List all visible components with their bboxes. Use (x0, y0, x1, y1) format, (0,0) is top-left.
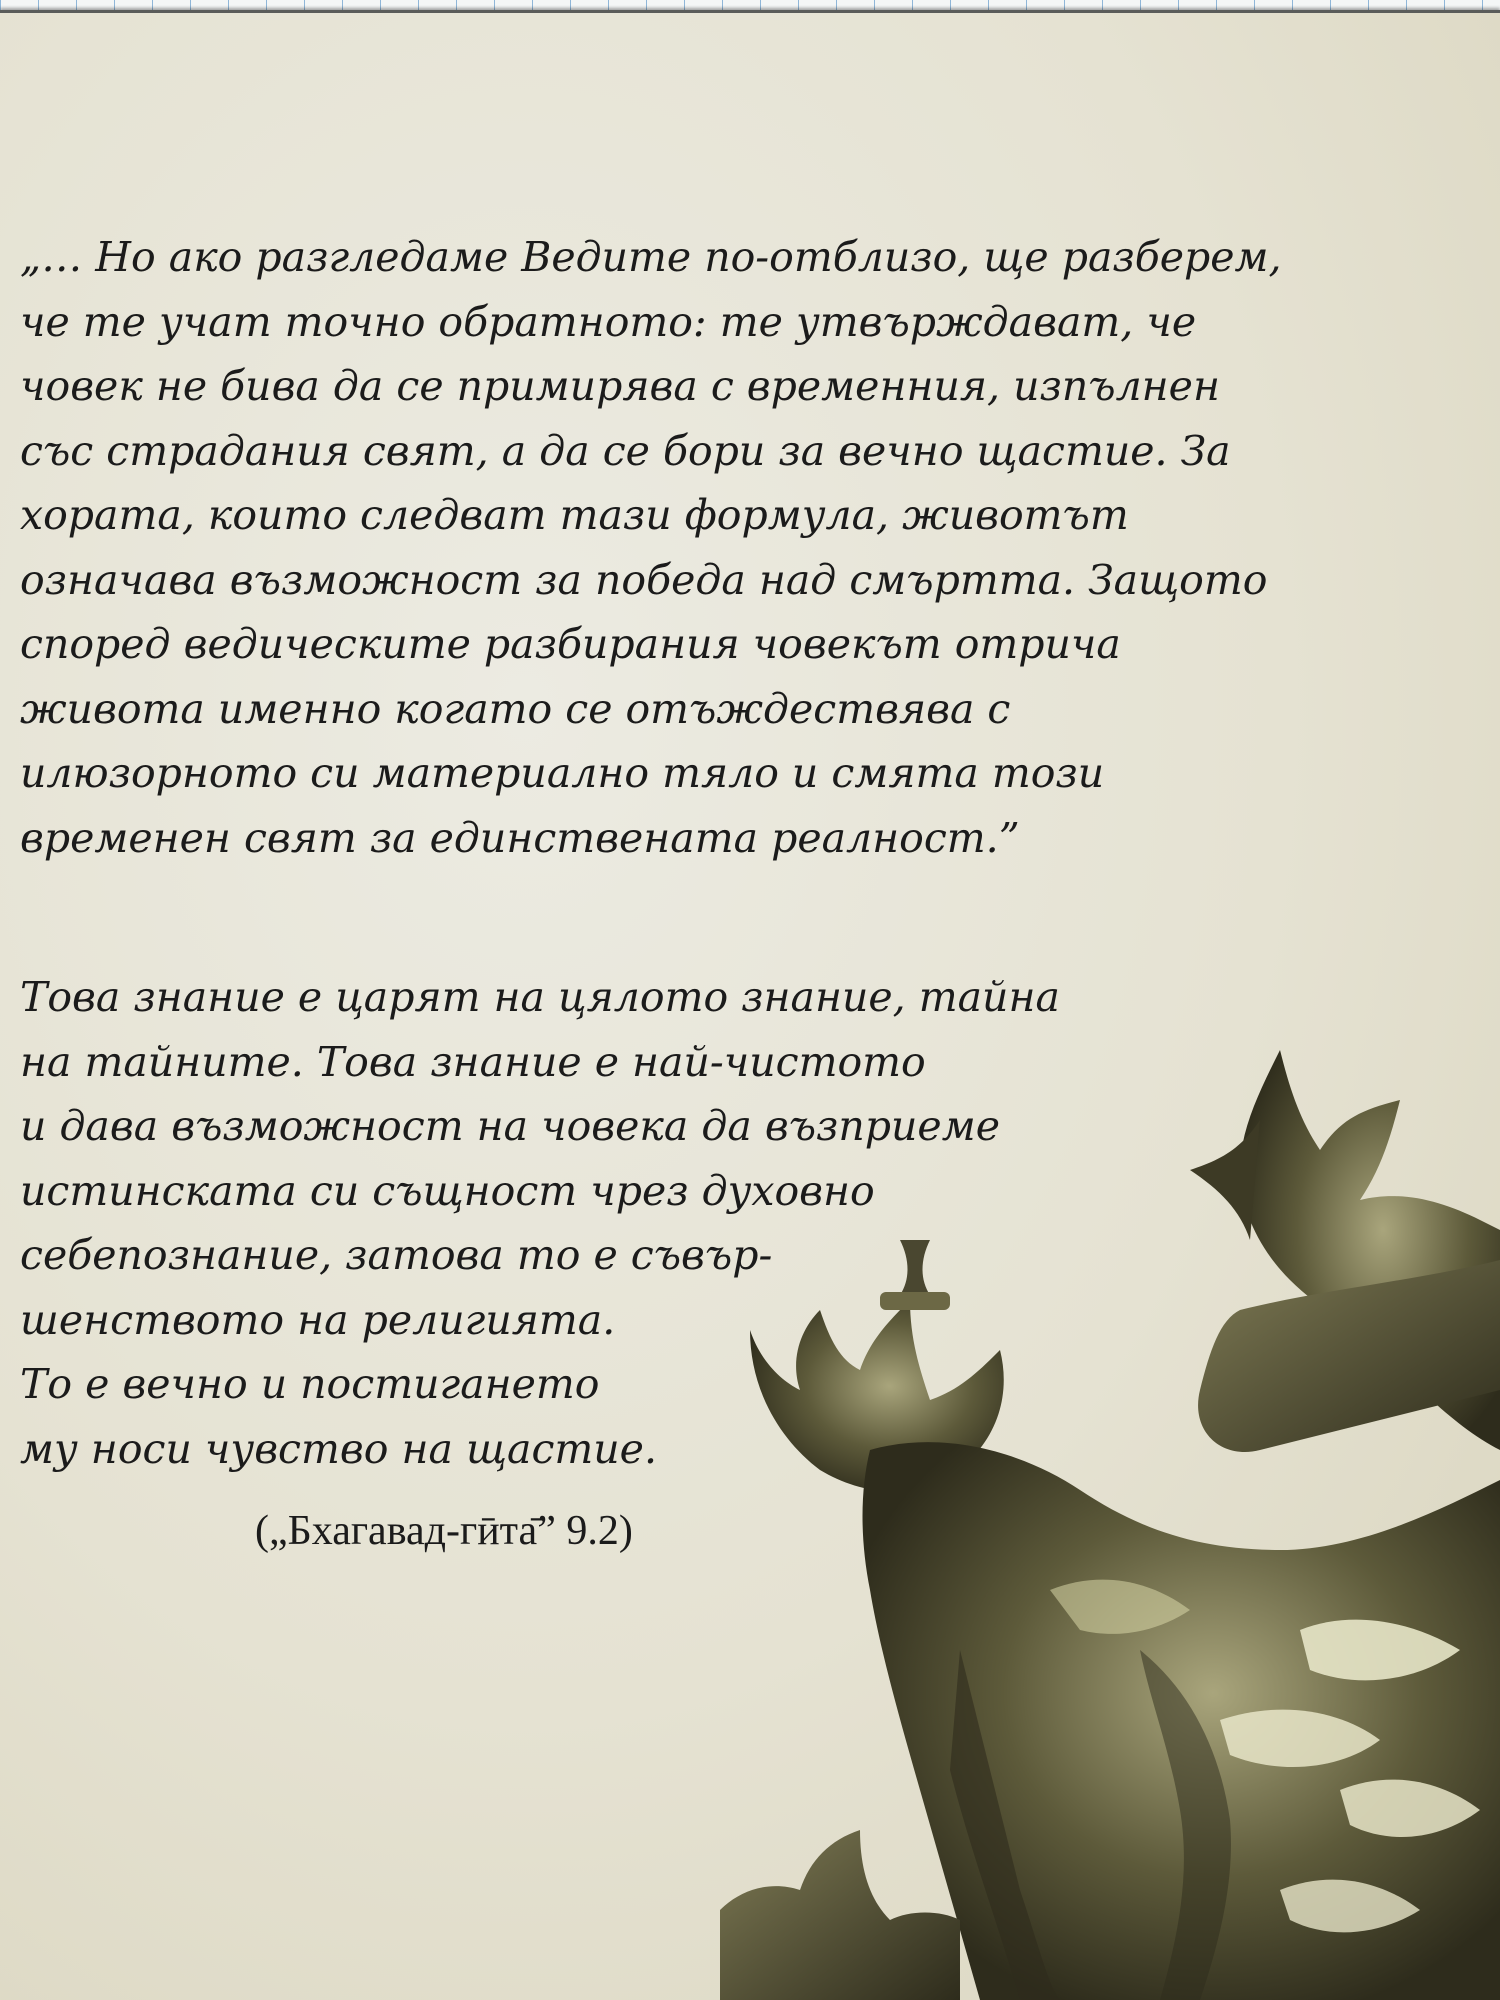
quote-line: временен свят за единствената реалност.” (20, 813, 1020, 862)
verse-line: То е вечно и постигането (20, 1360, 600, 1408)
quote-line: че те учат точно обратното: те утвърждават, че (20, 297, 1197, 346)
bronze-deity-statue-icon (720, 1030, 1500, 2000)
page-top-edge (0, 10, 1500, 13)
quote-line: означава възможност за победа над смъртта. Защото (20, 555, 1268, 604)
quote-line: живота именно когато се отъждествява с (20, 684, 1011, 733)
verse-line: и дава възможност на човека да възприеме (20, 1102, 1000, 1150)
verse-citation: („Бхагавад-гӣта̄” 9.2) (255, 1508, 633, 1554)
verse-line: на тайните. Това знание е най-чистото (20, 1037, 926, 1086)
verse-line: му носи чувство на щастие. (20, 1424, 657, 1473)
quote-line: според ведическите разбирания човекът отрича (20, 620, 1121, 668)
quote-line: хората, които следват тази формула, животът (20, 491, 1129, 539)
verse-line: истинската си същност чрез духовно (20, 1166, 875, 1215)
quote-line: човек не бива да се примирява с временния, изпълнен (20, 362, 1220, 410)
verse-line: Това знание е царят на цялото знание, тайна (20, 973, 1060, 1021)
verse-line: шенството на религията. (20, 1295, 616, 1344)
verse-line: себепознание, затова то е съвър- (20, 1231, 773, 1279)
statue-arm-shape (1198, 1260, 1500, 1452)
lower-hand-shape (720, 1830, 960, 2000)
quote-line: „… Но ако разгледаме Ведите по-отблизо, ще разберем, (20, 233, 1282, 281)
quote-line: със страдания свят, а да се бори за вечно щастие. За (20, 426, 1231, 475)
quote-line: илюзорното си материално тяло и смята този (20, 749, 1105, 797)
quote-paragraph (20, 225, 1480, 870)
